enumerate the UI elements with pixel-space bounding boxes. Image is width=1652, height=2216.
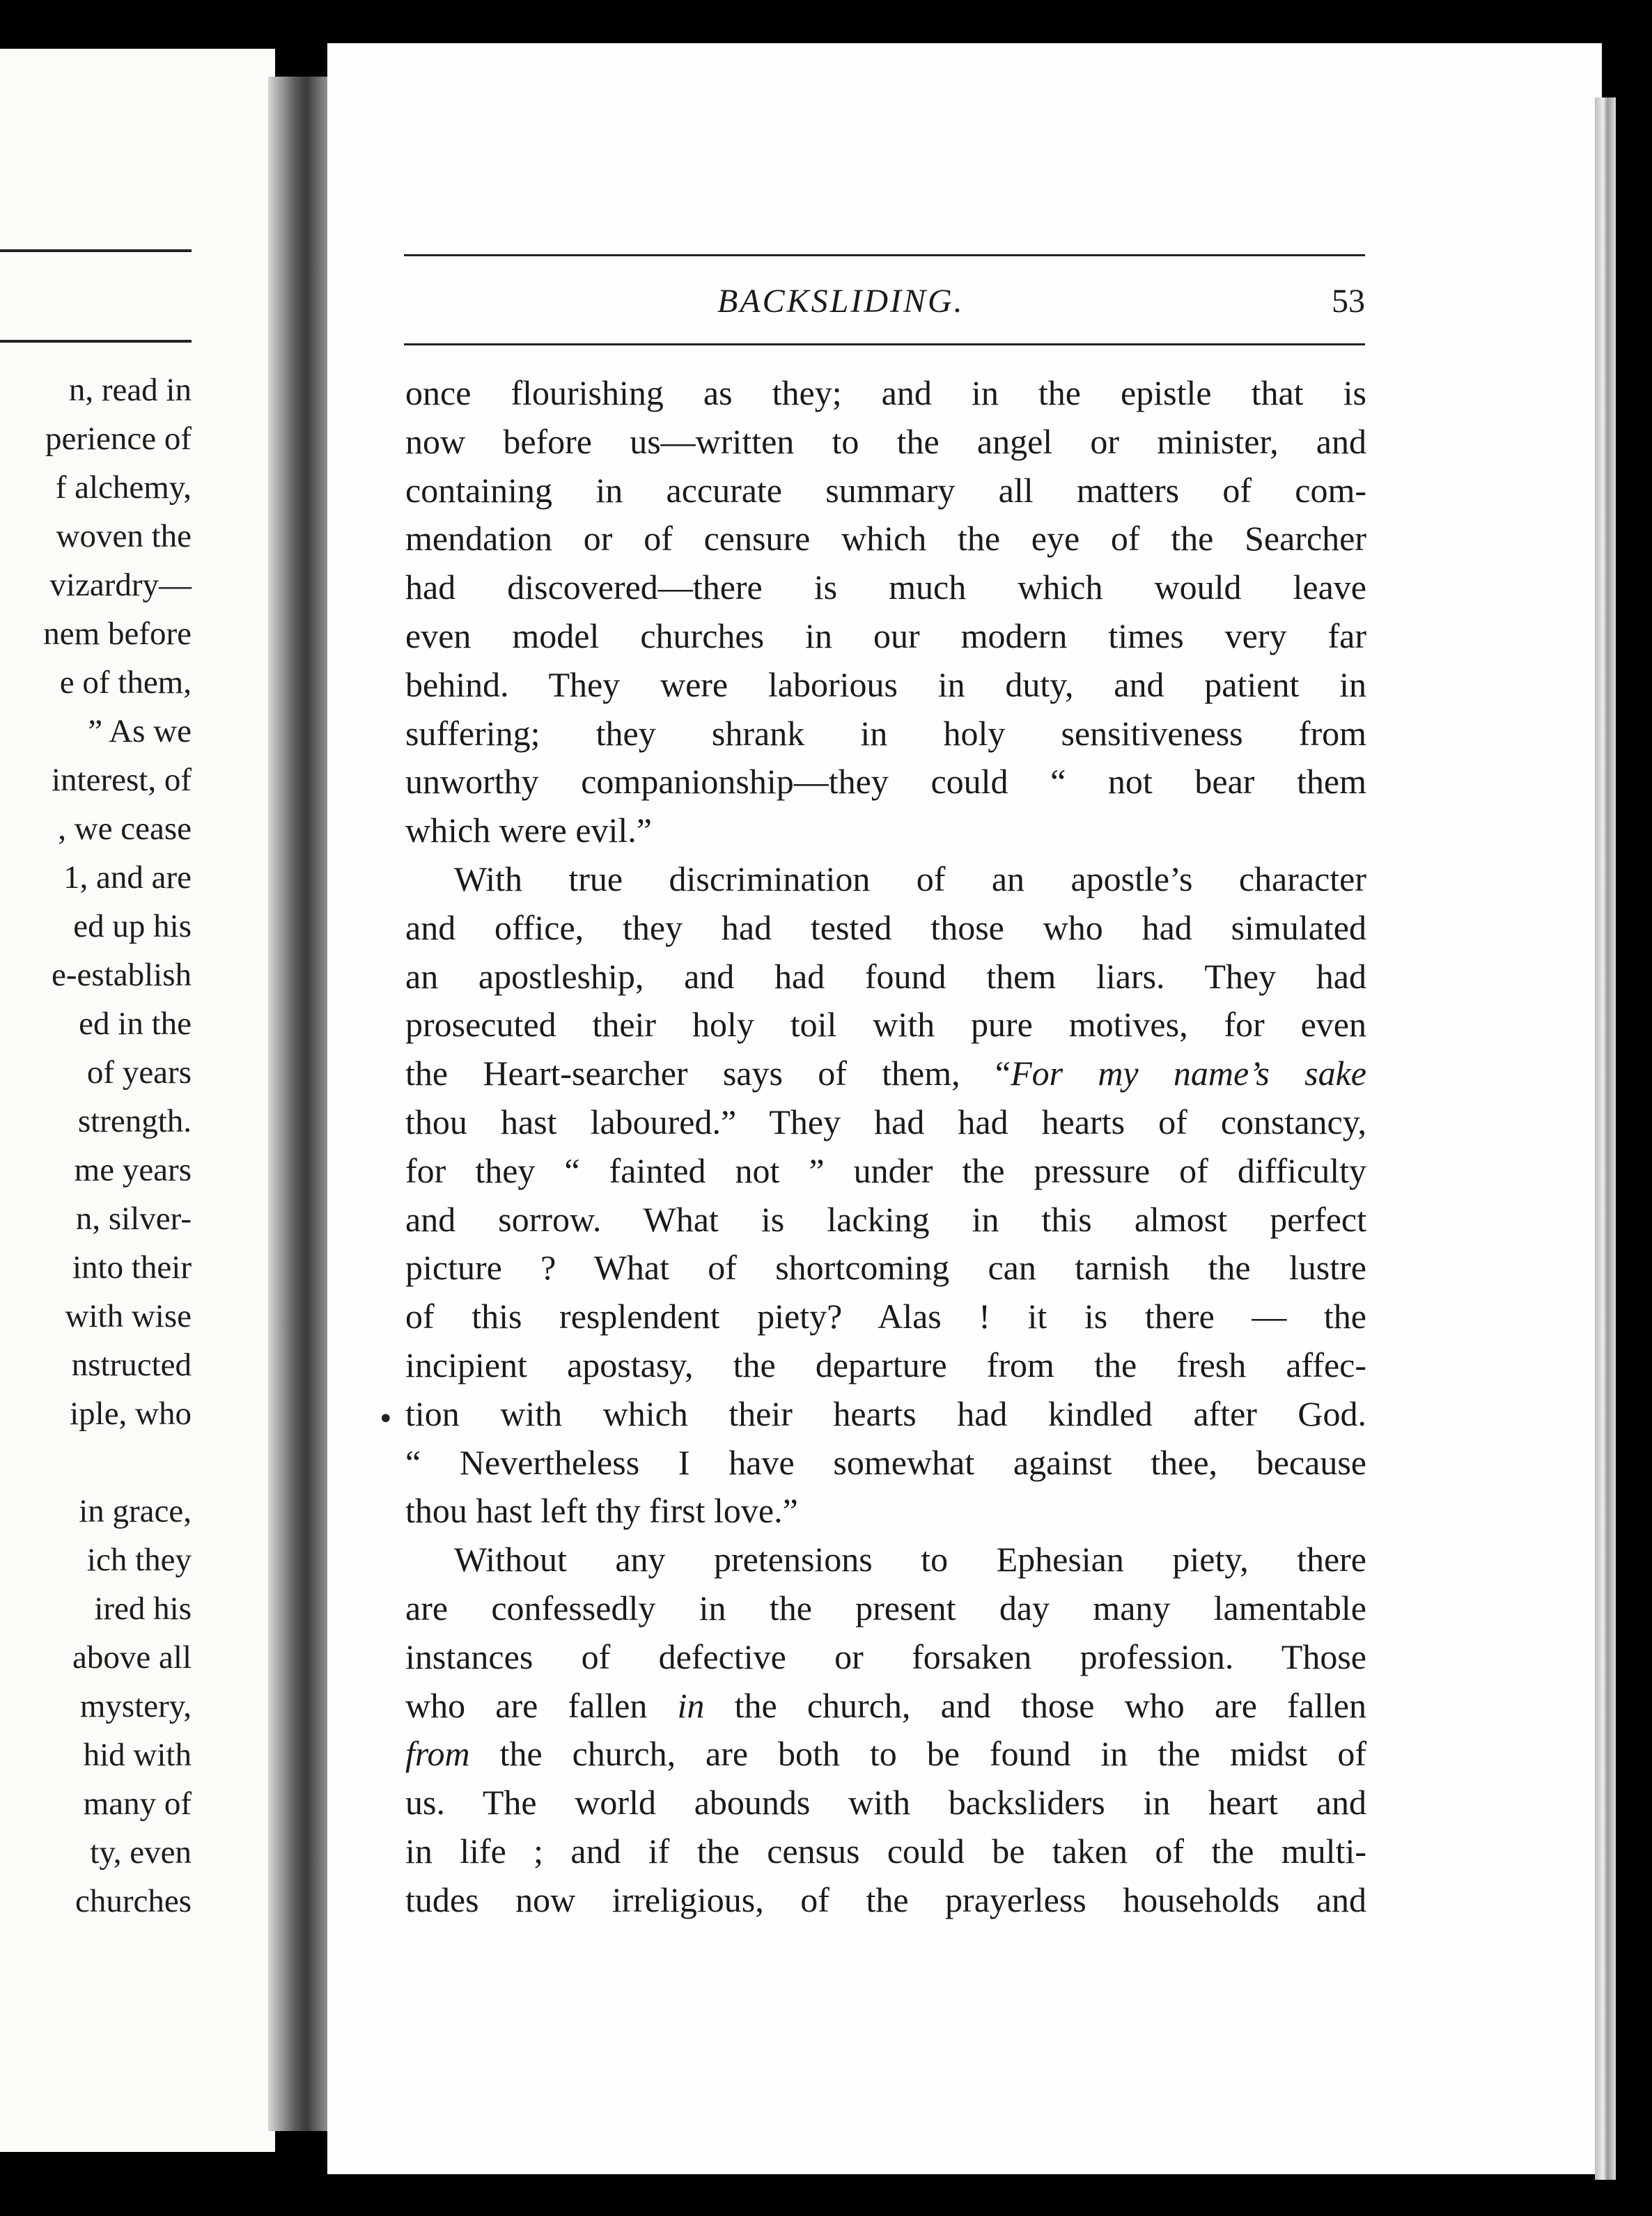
- facing-page-line: iple, who: [70, 1396, 192, 1432]
- header-top-rule: [404, 254, 1365, 256]
- text-fragment: who are fallen: [405, 1685, 678, 1725]
- facing-page-line: strength.: [77, 1103, 192, 1139]
- text-line: instances of defective or forsaken profession. Those: [405, 1637, 1366, 1676]
- text-line: now before us—written to the angel or minister, and: [405, 421, 1366, 461]
- italic-phrase: For my name’s sake: [1011, 1054, 1366, 1093]
- text-line: and office, they had tested those who had simulated: [405, 907, 1366, 947]
- text-line: unworthy companionship—they could “ not bear them: [405, 762, 1366, 802]
- text-line: an apostleship, and had found them liars. They had: [405, 956, 1366, 996]
- text-line: in life ; and if the census could be taken of the multi-: [405, 1831, 1366, 1871]
- page-edges: [1595, 97, 1616, 2180]
- text-line: tudes now irreligious, of the prayerless households and: [405, 1880, 1366, 1919]
- text-line: [405, 1682, 1366, 1731]
- italic-word: in: [677, 1685, 705, 1725]
- text-line: picture ? What of shortcoming can tarnish the lustre: [405, 1248, 1366, 1288]
- text-line: thou hast laboured.” They had had hearts of constancy,: [405, 1102, 1366, 1141]
- italic-word: from: [405, 1734, 470, 1774]
- text-line: behind. They were laborious in duty, and patient in: [405, 664, 1366, 704]
- facing-page-line: ty, even: [90, 1834, 192, 1871]
- margin-mark: •: [377, 1403, 394, 1435]
- facing-page-line: in grace,: [79, 1493, 192, 1529]
- facing-page-line: me years: [74, 1152, 192, 1188]
- facing-page-top-rule: [0, 249, 192, 252]
- facing-page-line: 1, and are: [63, 859, 192, 896]
- facing-page-line: hid with: [83, 1737, 192, 1773]
- facing-page-bottom-rule: [0, 340, 192, 343]
- text-line: With true discrimination of an apostle’s character: [454, 859, 1366, 898]
- facing-page: [0, 49, 275, 2152]
- text-line: tion with which their hearts had kindled after God.: [405, 1394, 1366, 1433]
- facing-page-line: nem before: [43, 616, 192, 652]
- facing-page-line: e of them,: [59, 664, 192, 701]
- facing-page-line: mystery,: [79, 1688, 192, 1724]
- text-line: prosecuted their holy toil with pure motives, for even: [405, 1005, 1366, 1045]
- facing-page-line: vizardry—: [49, 567, 192, 603]
- text-fragment: the church, are both to be found in the midst of: [469, 1734, 1366, 1774]
- facing-page-line: , we cease: [58, 811, 192, 847]
- facing-page-line: n, silver-: [75, 1201, 192, 1237]
- facing-page-line: woven the: [56, 518, 192, 554]
- text-fragment: the Heart-searcher says of them, “: [405, 1054, 1011, 1093]
- facing-page-line: ed up his: [73, 908, 192, 944]
- text-line: incipient apostasy, the departure from the fresh affec-: [405, 1345, 1366, 1384]
- text-line: for they “ fainted not ” under the pressure of difficulty: [405, 1150, 1366, 1190]
- facing-page-line: e-establish: [52, 957, 192, 993]
- text-line: suffering; they shrank in holy sensitiveness from: [405, 713, 1366, 753]
- facing-page-blank-line: [43, 1438, 192, 1487]
- facing-page-line: into their: [72, 1249, 192, 1286]
- facing-page-line: perience of: [45, 421, 192, 457]
- header-bottom-rule: [404, 343, 1365, 345]
- facing-page-line: ired his: [94, 1591, 192, 1627]
- text-fragment: the church, and those who are fallen: [704, 1685, 1366, 1725]
- facing-page-line: ” As we: [88, 713, 192, 749]
- text-line: [405, 1730, 1366, 1779]
- text-line: of this resplendent piety? Alas ! it is there — the: [405, 1297, 1366, 1336]
- text-line: Without any pretensions to Ephesian piety, there: [454, 1540, 1366, 1579]
- text-line: us. The world abounds with backsliders in heart and: [405, 1783, 1366, 1823]
- text-line: once flourishing as they; and in the epistle that is: [405, 373, 1366, 412]
- facing-page-line: of years: [86, 1054, 192, 1091]
- facing-page-line: nstructed: [71, 1347, 192, 1383]
- page-number: 53: [1332, 283, 1365, 320]
- facing-page-line: n, read in: [68, 372, 192, 408]
- text-line: even model churches in our modern times very far: [405, 616, 1366, 655]
- facing-page-line: with wise: [65, 1298, 192, 1334]
- facing-page-line: ich they: [86, 1542, 192, 1578]
- text-line: had discovered—there is much which would leave: [405, 568, 1366, 607]
- text-line: which were evil.”: [405, 811, 653, 850]
- text-line: and sorrow. What is lacking in this almost perfect: [405, 1199, 1366, 1239]
- running-title: BACKSLIDING.: [717, 283, 965, 320]
- facing-page-line: interest, of: [52, 762, 192, 798]
- text-line: containing in accurate summary all matters of com-: [405, 470, 1366, 510]
- text-line: “ Nevertheless I have somewhat against thee, because: [405, 1442, 1366, 1482]
- text-line: thou hast left thy first love.”: [405, 1491, 798, 1531]
- facing-page-text: [43, 366, 192, 1926]
- text-line: mendation or of censure which the eye of the Searcher: [405, 519, 1366, 559]
- facing-page-line: f alchemy,: [55, 469, 192, 506]
- running-head: [404, 254, 1365, 352]
- facing-page-line: churches: [75, 1883, 192, 1919]
- text-line: are confessedly in the present day many lamentable: [405, 1588, 1366, 1628]
- text-line: [405, 1050, 1366, 1098]
- facing-page-line: above all: [72, 1639, 192, 1676]
- body-text: [405, 369, 1366, 1925]
- facing-page-line: many of: [83, 1786, 192, 1822]
- facing-page-line: ed in the: [79, 1006, 192, 1042]
